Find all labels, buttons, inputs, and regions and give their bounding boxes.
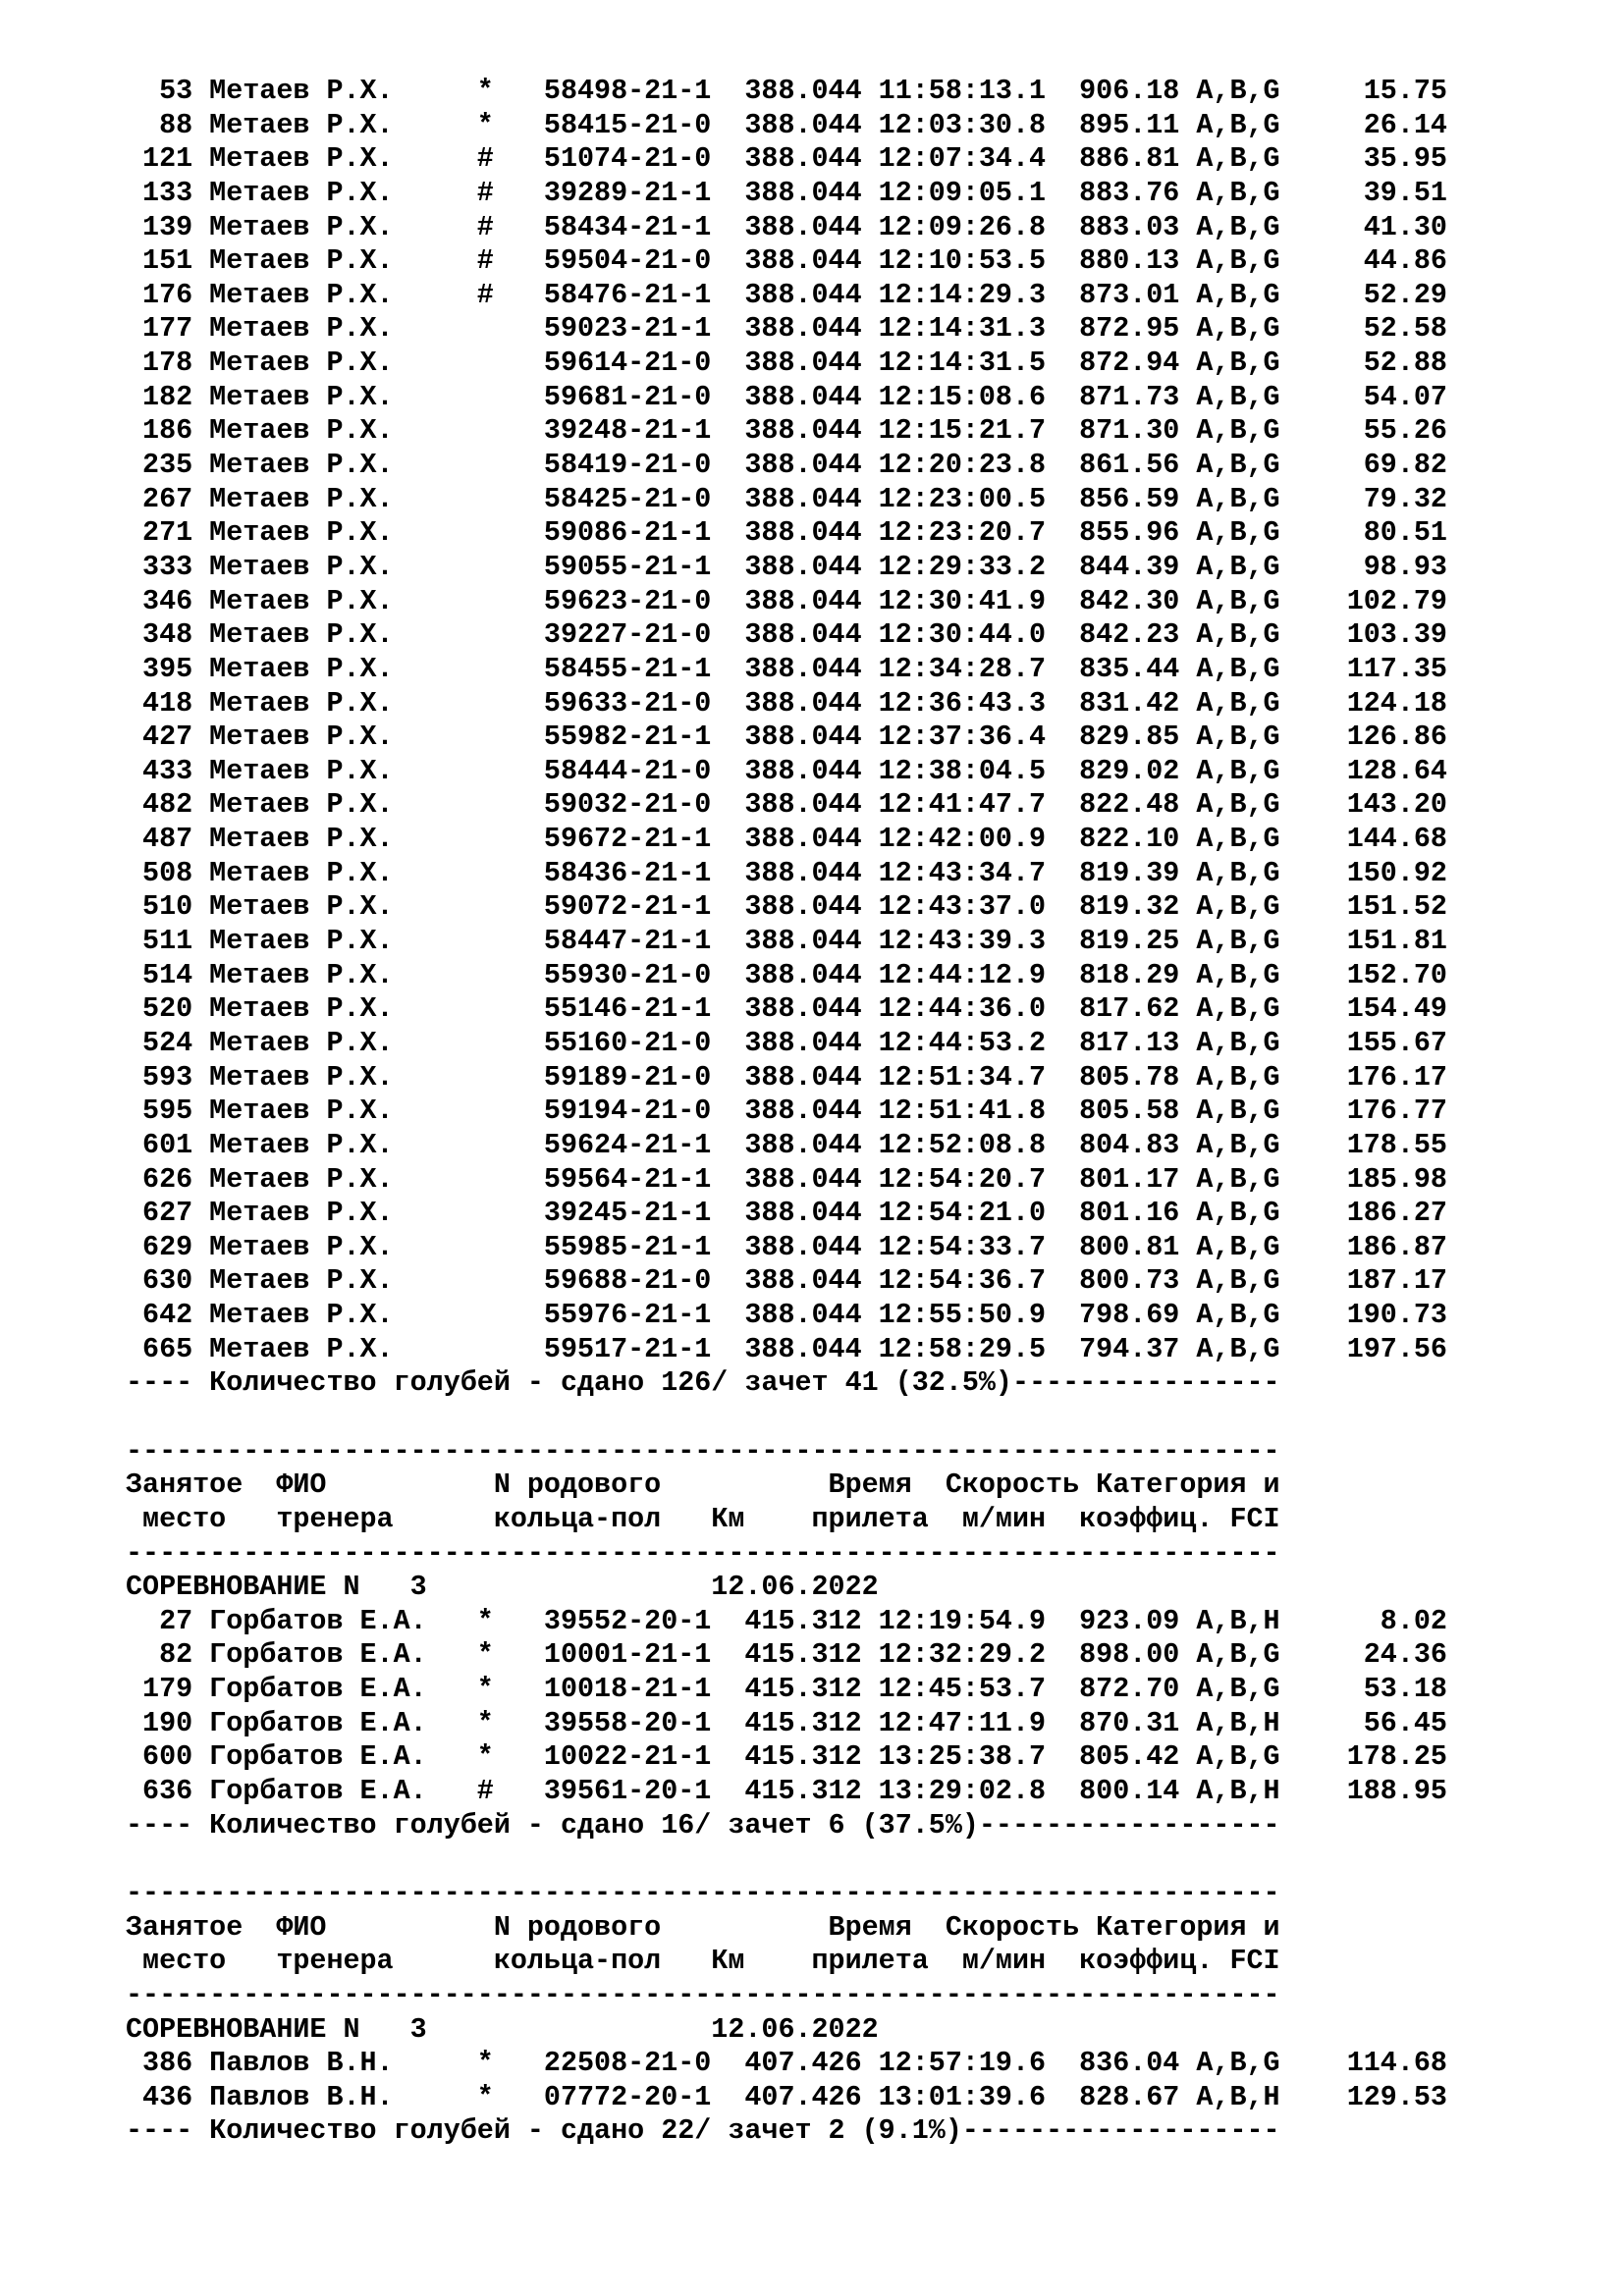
table-row: 642 Метаев Р.Х. 55976-21-1 388.044 12:55:50.9 798.69 A,B,G 190.73 <box>126 1299 1447 1332</box>
table-row: 665 Метаев Р.Х. 59517-21-1 388.044 12:58:29.5 794.37 A,B,G 197.56 <box>126 1332 1447 1365</box>
column-header-line-1: Занятое ФИО N родового Время Скорость Категория и <box>126 1468 1280 1502</box>
table-row: 600 Горбатов Е.А. * 10022-21-1 415.312 13:25:38.7 805.42 A,B,G 178.25 <box>126 1740 1447 1774</box>
table-row: 190 Горбатов Е.А. * 39558-20-1 415.312 12:47:11.9 870.31 A,B,H 56.45 <box>126 1706 1447 1739</box>
table-row: 433 Метаев Р.Х. 58444-21-0 388.044 12:38:04.5 829.02 A,B,G 128.64 <box>126 754 1447 787</box>
table-row: 53 Метаев Р.Х. * 58498-21-1 388.044 11:58:13.1 906.18 A,B,G 15.75 <box>126 75 1447 107</box>
table-row: 177 Метаев Р.Х. 59023-21-1 388.044 12:14:31.3 872.95 A,B,G 52.58 <box>126 312 1447 346</box>
table-row: 436 Павлов В.Н. * 07772-20-1 407.426 13:01:39.6 828.67 A,B,H 129.53 <box>126 2080 1447 2113</box>
table-row: 346 Метаев Р.Х. 59623-21-0 388.044 12:30:41.9 842.30 A,B,G 102.79 <box>126 584 1447 617</box>
table-row: 487 Метаев Р.Х. 59672-21-1 388.044 12:42:00.9 822.10 A,B,G 144.68 <box>126 823 1447 856</box>
table-row: 186 Метаев Р.Х. 39248-21-1 388.044 12:15:21.7 871.30 A,B,G 55.26 <box>126 414 1447 448</box>
column-header-line-2: место тренера кольца-пол Км прилета м/мин коэффиц. FCI <box>126 1945 1280 1978</box>
column-header-line-1: Занятое ФИО N родового Время Скорость Категория и <box>126 1910 1280 1944</box>
table-row: 593 Метаев Р.Х. 59189-21-0 388.044 12:51:34.7 805.78 A,B,G 176.17 <box>126 1060 1447 1094</box>
table-row: 179 Горбатов Е.А. * 10018-21-1 415.312 12:45:53.7 872.70 A,B,G 53.18 <box>126 1673 1447 1706</box>
table-row: 178 Метаев Р.Х. 59614-21-0 388.044 12:14:31.5 872.94 A,B,G 52.88 <box>126 347 1447 380</box>
table-row: 88 Метаев Р.Х. * 58415-21-0 388.044 12:03:30.8 895.11 A,B,G 26.14 <box>126 108 1447 141</box>
table-row: 627 Метаев Р.Х. 39245-21-1 388.044 12:54:21.0 801.16 A,B,G 186.27 <box>126 1197 1447 1230</box>
table-row: 395 Метаев Р.Х. 58455-21-1 388.044 12:34:28.7 835.44 A,B,G 117.35 <box>126 652 1447 685</box>
table-row: 511 Метаев Р.Х. 58447-21-1 388.044 12:43:39.3 819.25 A,B,G 151.81 <box>126 925 1447 958</box>
table-row: 508 Метаев Р.Х. 58436-21-1 388.044 12:43:34.7 819.39 A,B,G 150.92 <box>126 856 1447 889</box>
results-report <box>126 75 1598 2149</box>
table-row: 418 Метаев Р.Х. 59633-21-0 388.044 12:36:43.3 831.42 A,B,G 124.18 <box>126 686 1447 720</box>
table-row: 267 Метаев Р.Х. 58425-21-0 388.044 12:23:00.5 856.59 A,B,G 79.32 <box>126 482 1447 515</box>
table-row: 151 Метаев Р.Х. # 59504-21-0 388.044 12:10:53.5 880.13 A,B,G 44.86 <box>126 244 1447 278</box>
table-row: 176 Метаев Р.Х. # 58476-21-1 388.044 12:14:29.3 873.01 A,B,G 52.29 <box>126 278 1447 311</box>
table-row: 629 Метаев Р.Х. 55985-21-1 388.044 12:54:33.7 800.81 A,B,G 186.87 <box>126 1230 1447 1263</box>
table-row: 636 Горбатов Е.А. # 39561-20-1 415.312 13:29:02.8 800.14 A,B,H 188.95 <box>126 1775 1447 1808</box>
table-row: 482 Метаев Р.Х. 59032-21-0 388.044 12:41:47.7 822.48 A,B,G 143.20 <box>126 788 1447 822</box>
table-row: 386 Павлов В.Н. * 22508-21-0 407.426 12:57:19.6 836.04 A,B,G 114.68 <box>126 2047 1447 2080</box>
table-row: 626 Метаев Р.Х. 59564-21-1 388.044 12:54:20.7 801.17 A,B,G 185.98 <box>126 1162 1447 1196</box>
table-row: 427 Метаев Р.Х. 55982-21-1 388.044 12:37:36.4 829.85 A,B,G 126.86 <box>126 721 1447 754</box>
table-row: 520 Метаев Р.Х. 55146-21-1 388.044 12:44:36.0 817.62 A,B,G 154.49 <box>126 992 1447 1026</box>
table-row: 348 Метаев Р.Х. 39227-21-0 388.044 12:30:44.0 842.23 A,B,G 103.39 <box>126 618 1447 652</box>
separator-line: --------------------------------------------------------------------- <box>126 1978 1280 2011</box>
competition-line: СОРЕВНОВАНИЕ N 3 12.06.2022 <box>126 1571 879 1604</box>
summary-line: ---- Количество голубей - сдано 16/ зачет 6 (37.5%)------------------ <box>126 1808 1280 1842</box>
table-row: 235 Метаев Р.Х. 58419-21-0 388.044 12:20:23.8 861.56 A,B,G 69.82 <box>126 449 1447 482</box>
table-row: 271 Метаев Р.Х. 59086-21-1 388.044 12:23:20.7 855.96 A,B,G 80.51 <box>126 516 1447 550</box>
table-row: 524 Метаев Р.Х. 55160-21-0 388.044 12:44:53.2 817.13 A,B,G 155.67 <box>126 1026 1447 1059</box>
table-row: 139 Метаев Р.Х. # 58434-21-1 388.044 12:09:26.8 883.03 A,B,G 41.30 <box>126 210 1447 243</box>
table-row: 514 Метаев Р.Х. 55930-21-0 388.044 12:44:12.9 818.29 A,B,G 152.70 <box>126 958 1447 991</box>
table-row: 595 Метаев Р.Х. 59194-21-0 388.044 12:51:41.8 805.58 A,B,G 176.77 <box>126 1095 1447 1128</box>
table-row: 182 Метаев Р.Х. 59681-21-0 388.044 12:15:08.6 871.73 A,B,G 54.07 <box>126 380 1447 413</box>
table-row: 630 Метаев Р.Х. 59688-21-0 388.044 12:54:36.7 800.73 A,B,G 187.17 <box>126 1264 1447 1298</box>
table-row: 133 Метаев Р.Х. # 39289-21-1 388.044 12:09:05.1 883.76 A,B,G 39.51 <box>126 176 1447 209</box>
separator-line: --------------------------------------------------------------------- <box>126 1876 1280 1909</box>
column-header-line-2: место тренера кольца-пол Км прилета м/мин коэффиц. FCI <box>126 1502 1280 1535</box>
table-row: 601 Метаев Р.Х. 59624-21-1 388.044 12:52:08.8 804.83 A,B,G 178.55 <box>126 1128 1447 1161</box>
table-row: 121 Метаев Р.Х. # 51074-21-0 388.044 12:07:34.4 886.81 A,B,G 35.95 <box>126 142 1447 176</box>
separator-line: --------------------------------------------------------------------- <box>126 1536 1280 1570</box>
summary-line: ---- Количество голубей - сдано 22/ зачет 2 (9.1%)------------------- <box>126 2114 1280 2148</box>
blank-line <box>126 1842 1598 1877</box>
competition-line: СОРЕВНОВАНИЕ N 3 12.06.2022 <box>126 2012 879 2046</box>
table-row: 510 Метаев Р.Х. 59072-21-1 388.044 12:43:37.0 819.32 A,B,G 151.52 <box>126 890 1447 924</box>
table-row: 333 Метаев Р.Х. 59055-21-1 388.044 12:29:33.2 844.39 A,B,G 98.93 <box>126 550 1447 583</box>
blank-line <box>126 1401 1598 1435</box>
summary-line: ---- Количество голубей - сдано 126/ зачет 41 (32.5%)---------------- <box>126 1366 1280 1400</box>
separator-line: --------------------------------------------------------------------- <box>126 1434 1280 1468</box>
table-row: 27 Горбатов Е.А. * 39552-20-1 415.312 12:19:54.9 923.09 A,B,H 8.02 <box>126 1604 1447 1637</box>
table-row: 82 Горбатов Е.А. * 10001-21-1 415.312 12:32:29.2 898.00 A,B,G 24.36 <box>126 1638 1447 1672</box>
